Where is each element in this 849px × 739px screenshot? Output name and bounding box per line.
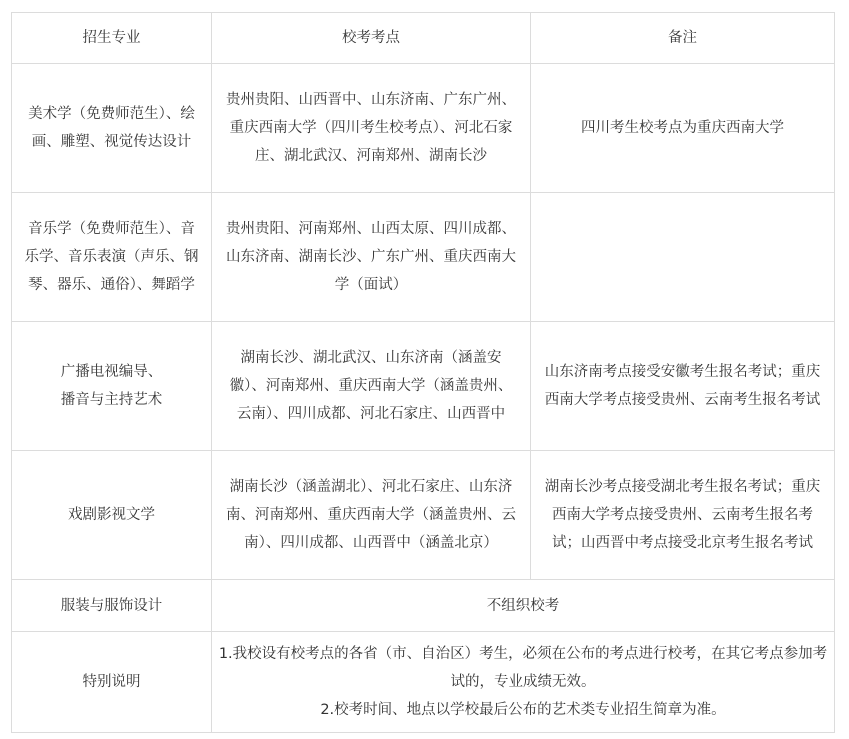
major-cell (12, 322, 212, 451)
major-cell: 音乐学（免费师范生）、音乐学、音乐表演（声乐、钢琴、器乐、通俗）、舞蹈学 (12, 193, 212, 322)
special-notes-cell (212, 632, 835, 733)
site-cell: 贵州贵阳、河南郑州、山西太原、四川成都、山东济南、湖南长沙、广东广州、重庆西南大学（面试） (212, 193, 531, 322)
table-row (12, 322, 835, 451)
note-cell: 湖南长沙考点接受湖北考生报名考试；重庆西南大学考点接受贵州、云南考生报名考试；山西晋中考点接受北京考生报名考试 (531, 451, 835, 580)
table-row (12, 193, 835, 322)
header-major: 招生专业 (12, 13, 212, 64)
note-cell (531, 193, 835, 322)
major-cell: 特别说明 (12, 632, 212, 733)
table-row (12, 632, 835, 733)
site-cell: 湖南长沙（涵盖湖北）、河北石家庄、山东济南、河南郑州、重庆西南大学（涵盖贵州、云南）、四川成都、山西晋中（涵盖北京） (212, 451, 531, 580)
table-row (12, 451, 835, 580)
header-site: 校考考点 (212, 13, 531, 64)
special-note-1: 1.我校设有校考点的各省（市、自治区）考生，必须在公布的考点进行校考，在其它考点参加考试的，专业成绩无效。 (218, 646, 828, 690)
major-line: 广播电视编导、 (60, 364, 163, 380)
major-line: 播音与主持艺术 (60, 392, 163, 408)
header-note: 备注 (531, 13, 835, 64)
table-row (12, 64, 835, 193)
note-cell: 山东济南考点接受安徽考生报名考试；重庆西南大学考点接受贵州、云南考生报名考试 (531, 322, 835, 451)
exam-sites-table (11, 12, 835, 733)
major-cell: 美术学（免费师范生）、绘画、雕塑、视觉传达设计 (12, 64, 212, 193)
major-cell: 服装与服饰设计 (12, 580, 212, 632)
site-cell-merged: 不组织校考 (212, 580, 835, 632)
site-cell: 贵州贵阳、山西晋中、山东济南、广东广州、重庆西南大学（四川考生校考点）、河北石家庄、湖北武汉、河南郑州、湖南长沙 (212, 64, 531, 193)
special-note-2: 2.校考时间、地点以学校最后公布的艺术类专业招生简章为准。 (320, 702, 726, 718)
table-row (12, 580, 835, 632)
major-cell: 戏剧影视文学 (12, 451, 212, 580)
site-cell: 湖南长沙、湖北武汉、山东济南（涵盖安徽）、河南郑州、重庆西南大学（涵盖贵州、云南）、四川成都、河北石家庄、山西晋中 (212, 322, 531, 451)
table-header-row (12, 13, 835, 64)
note-cell: 四川考生校考点为重庆西南大学 (531, 64, 835, 193)
